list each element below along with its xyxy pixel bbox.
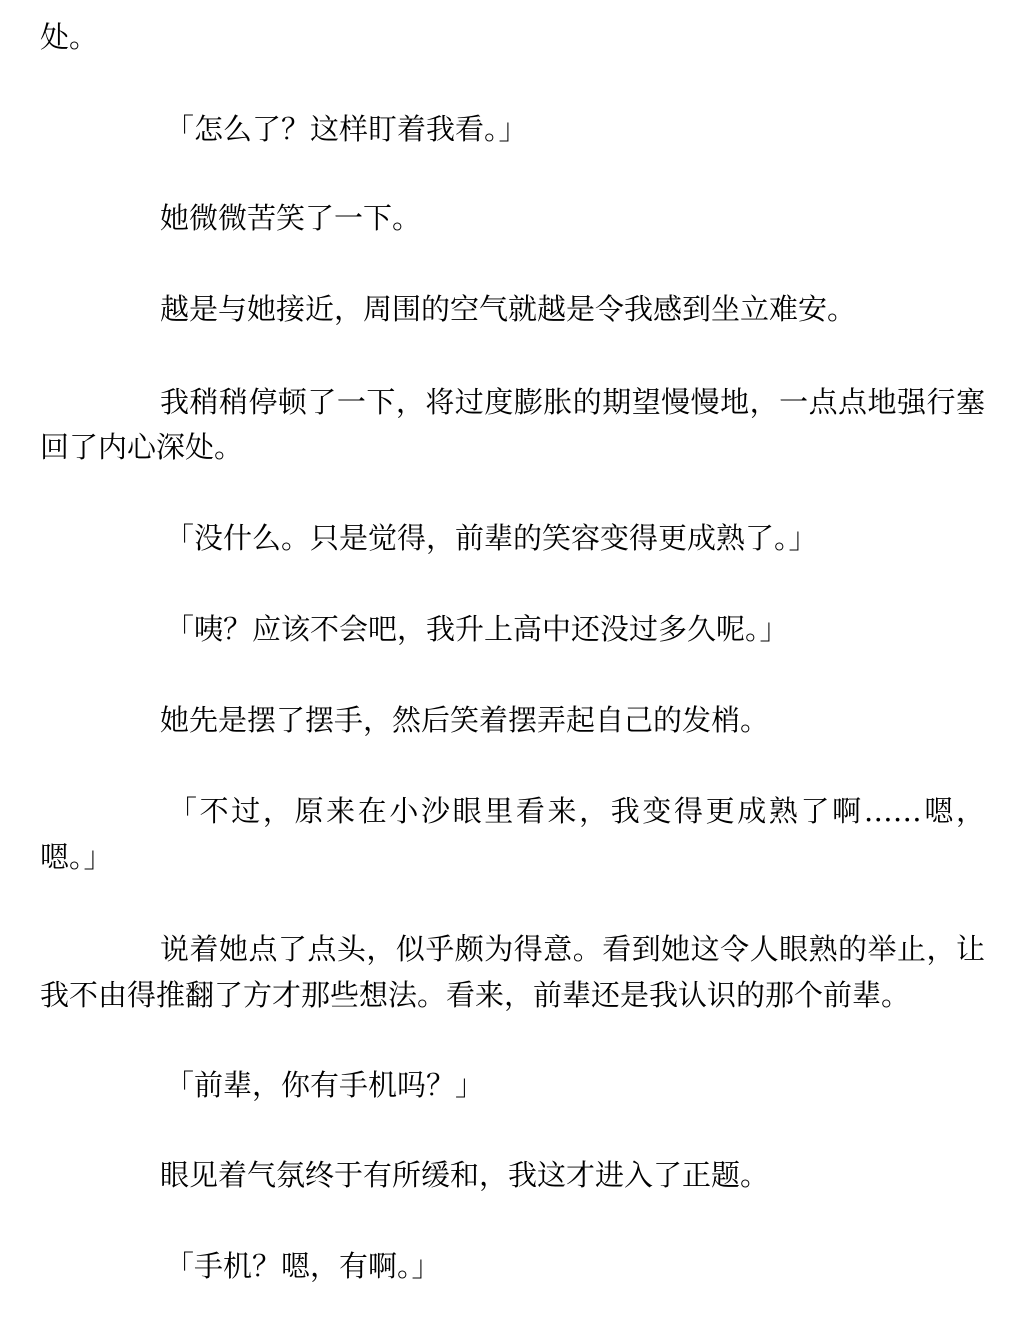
text-line-9: 她先是摆了摆手，然后笑着摆弄起自己的发梢。 [160,703,770,737]
dialogue-line-2: 「怎么了？这样盯着我看。」 [165,112,528,146]
text-line-4: 越是与她接近，周围的空气就越是令我感到坐立难安。 [160,292,857,326]
text-line-1: 处。 [40,20,99,54]
text-line-15: 眼见着气氛终于有所缓和，我这才进入了正题。 [160,1158,770,1192]
text-line-5: 我稍稍停顿了一下，将过度膨胀的期望慢慢地，一点点地强行塞 [160,385,985,419]
dialogue-line-8: 「咦？应该不会吧，我升上高中还没过多久呢。」 [165,612,789,646]
dialogue-line-10: 「不过，原来在小沙眼里看来，我变得更成熟了啊……嗯， [168,794,985,828]
text-line-12: 说着她点了点头，似乎颇为得意。看到她这令人眼熟的举止，让 [160,932,985,966]
dialogue-line-16: 「手机？嗯，有啊。」 [165,1249,441,1283]
dialogue-line-14: 「前辈，你有手机吗？」 [165,1068,485,1102]
text-line-13: 我不由得推翻了方才那些想法。看来，前辈还是我认识的那个前辈。 [40,978,911,1012]
text-line-3: 她微微苦笑了一下。 [160,201,422,235]
text-line-11: 嗯。」 [40,840,113,874]
text-line-6: 回了内心深处。 [40,430,244,464]
dialogue-line-7: 「没什么。只是觉得，前辈的笑容变得更成熟了。」 [165,521,818,555]
